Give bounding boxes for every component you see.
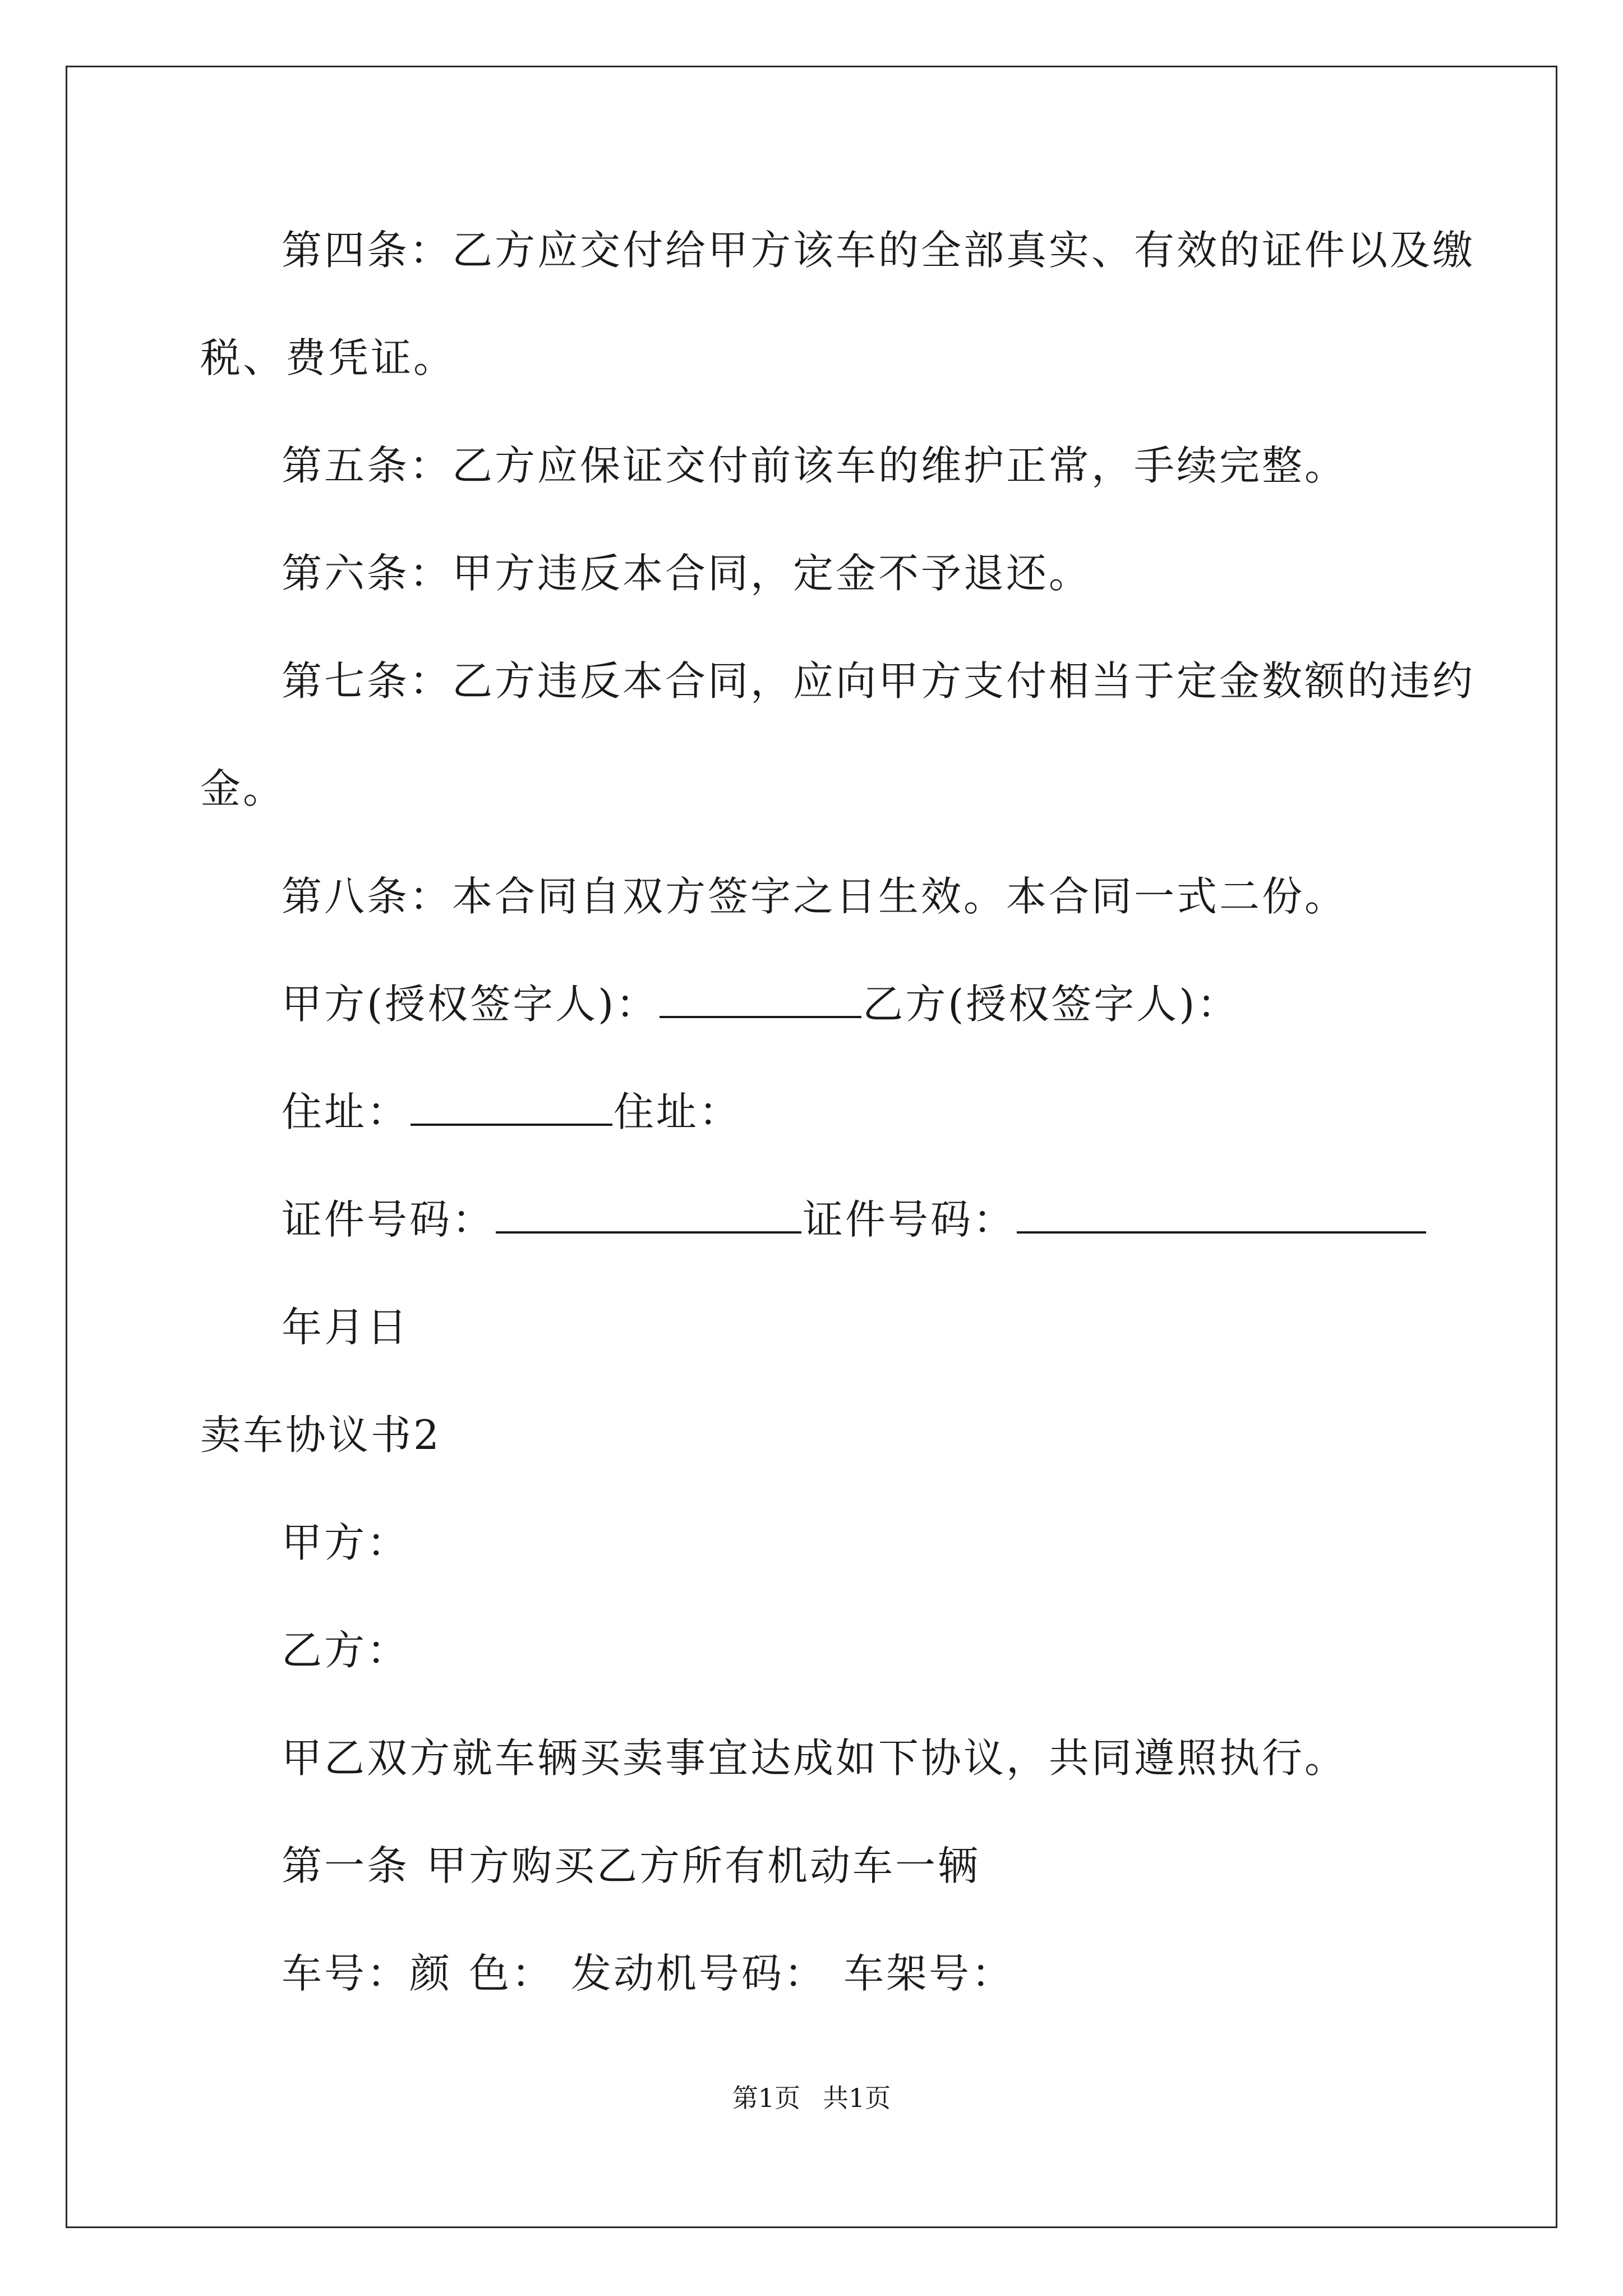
article-1: [282, 1839, 980, 1893]
article-5: 第五条：乙方应保证交付前该车的维护正常，手续完整。: [282, 442, 1348, 489]
page-footer: [0, 2081, 1623, 2115]
id-number-line: [282, 1193, 1427, 1246]
address-line: [282, 1085, 741, 1139]
agreement-heading: 卖车协议书2: [200, 1411, 441, 1458]
party-a-signer-label: 甲方(授权签字人)：: [282, 981, 659, 1028]
article-4-line-2: 税、费凭证。: [200, 334, 457, 381]
party-b-label: 乙方：: [282, 1627, 410, 1674]
party-a-signer-blank[interactable]: [660, 982, 861, 1018]
party-b-address-label: 住址：: [614, 1088, 742, 1135]
party-a-id-blank[interactable]: [496, 1198, 801, 1234]
color-label-part-2: 色：: [469, 1950, 555, 1997]
color-label-part-1: 颜: [409, 1950, 453, 1997]
date-line: 年月日: [282, 1304, 410, 1351]
article-4-line-1: 第四条：乙方应交付给甲方该车的全部真实、有效的证件以及缴: [282, 227, 1476, 274]
plate-number-label: 车号：: [282, 1950, 410, 1997]
party-b-signer-label: 乙方(授权签字人)：: [863, 981, 1240, 1028]
page-total: 共1页: [823, 2083, 891, 2113]
party-a-address-blank[interactable]: [411, 1090, 612, 1126]
intro-paragraph: 甲乙双方就车辆买卖事宜达成如下协议，共同遵照执行。: [282, 1734, 1348, 1782]
article-7-line-1: 第七条：乙方违反本合同，应向甲方支付相当于定金数额的违约: [282, 657, 1476, 705]
party-a-address-label: 住址：: [282, 1088, 410, 1135]
page-border: [66, 66, 1557, 2228]
signature-line: [282, 977, 1239, 1031]
frame-number-label: 车架号：: [843, 1950, 1015, 1997]
article-7-line-2: 金。: [200, 765, 286, 812]
article-6: 第六条：甲方违反本合同，定金不予退还。: [282, 550, 1092, 597]
party-b-id-label: 证件号码：: [803, 1196, 1016, 1243]
article-1-text: 甲方购买乙方所有机动车一辆: [426, 1842, 981, 1889]
vehicle-fields: [282, 1947, 1014, 2000]
party-a-label: 甲方：: [282, 1519, 410, 1566]
party-a-id-label: 证件号码：: [282, 1196, 495, 1243]
article-1-number: 第一条: [282, 1842, 410, 1889]
page-current: 第1页: [732, 2083, 800, 2113]
article-8: 第八条：本合同自双方签字之日生效。本合同一式二份。: [282, 873, 1348, 920]
party-b-id-blank[interactable]: [1017, 1198, 1426, 1234]
engine-number-label: 发动机号码：: [571, 1950, 827, 1997]
